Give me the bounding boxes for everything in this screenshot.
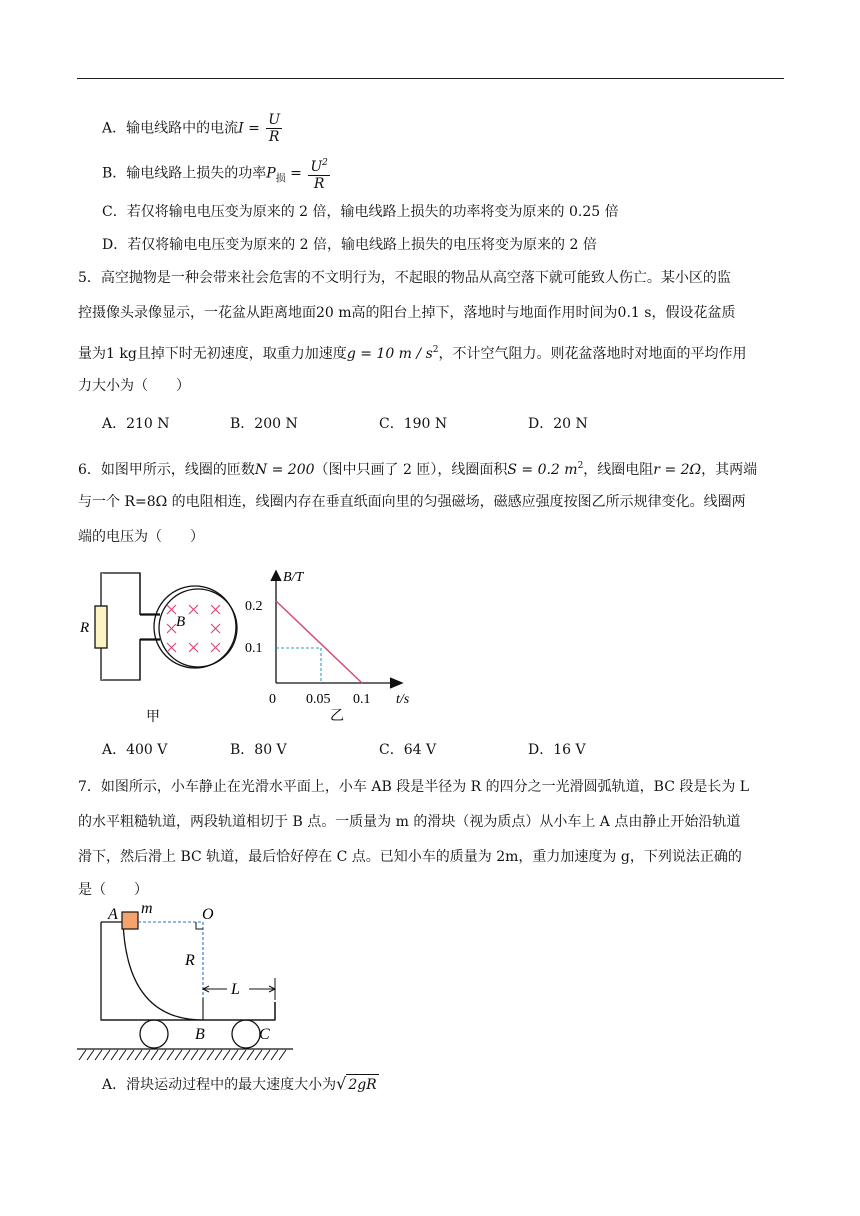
figure-yi — [240, 565, 420, 730]
field-label: B — [176, 614, 186, 630]
resistor-label: R — [80, 620, 90, 636]
y-tick-label: 0.1 — [245, 641, 263, 656]
label-C: C — [259, 1026, 270, 1043]
wheel-right — [232, 1020, 260, 1048]
q7-line-2: 的水平粗糙轨道，两段轨道相切于 B 点。一质量为 m 的滑块（视为质点）从小车上 A 点由静止开始沿轨道 — [78, 814, 741, 830]
label-m: m — [141, 900, 153, 917]
label-L: L — [231, 981, 240, 998]
fraction: $\frac{U^2}{R}$ — [308, 155, 330, 192]
x-axis-label: t/s — [396, 692, 410, 707]
label-R: R — [185, 952, 195, 969]
y-axis-label: B/T — [283, 570, 304, 585]
q5-option-c: C．190 N — [379, 416, 448, 432]
guide-dashes — [276, 648, 321, 683]
magnetic-field-crosses — [167, 605, 220, 652]
q7-option-a: A．滑块运动过程中的最大速度大小为√ 2gR — [102, 1074, 377, 1093]
q7-line-1: 7．如图所示，小车静止在光滑水平面上，小车 AB 段是半径为 R 的四分之一光滑圆弧轨道，BC 段是长为 L — [78, 779, 750, 795]
ground-hatching — [79, 1050, 286, 1060]
x-tick-label: 0.05 — [306, 692, 331, 707]
q6-option-c: C．64 V — [379, 742, 437, 758]
label-O: O — [202, 906, 214, 923]
cart-body — [101, 922, 275, 1020]
label-B: B — [195, 1026, 205, 1043]
label-A: A — [108, 906, 118, 923]
q7-line-4: 是（ ） — [78, 882, 148, 898]
origin-label: 0 — [269, 692, 276, 707]
q7-line-3: 滑下，然后滑上 BC 轨道，最后恰好停在 C 点。已知小车的质量为 2m，重力加速度为 g，下列说法正确的 — [78, 849, 742, 865]
figure-jia — [78, 570, 253, 730]
q6-line-1: 6．如图甲所示，线圈的匝数N = 200（图中只画了 2 匝），线圈面积S = 0.2 $m^2$，线圈电阻r = 2Ω，其两端 — [78, 461, 758, 478]
resistor — [95, 606, 107, 648]
x-tick-label: 0.1 — [353, 692, 371, 707]
q5-line-1: 5．高空抛物是一种会带来社会危害的不文明行为，不起眼的物品从高空落下就可能致人伤亡。某小区的监 — [78, 270, 731, 286]
figure-caption-jia: 甲 — [146, 710, 160, 725]
q4-option-c: C．若仅将输电电压变为原来的 2 倍，输电线路上损失的功率将变为原来的 0.25 倍 — [102, 204, 619, 220]
q5-line-4: 力大小为（ ） — [78, 378, 190, 394]
b-t-line — [276, 601, 362, 683]
x-axis-arrow — [390, 678, 402, 688]
q5-line-3: 量为1 kg且掉下时无初速度，取重力加速度g = 10 m / $s^2$，不计空气阻力。则花盆落地时对地面的平均作用 — [78, 345, 747, 362]
q5-option-d: D．20 N — [528, 416, 588, 432]
q5-option-b: B．200 N — [230, 416, 298, 432]
figure-caption-yi: 乙 — [330, 709, 344, 724]
fraction: $\frac{U}{R}$ — [268, 112, 281, 145]
q4-option-b: B．输电线路上损失的功率$P_损$ = $\frac{U^2}{R}$ — [102, 155, 332, 192]
q5-option-a: A．210 N — [102, 416, 170, 432]
q6-line-2: 与一个 R=8Ω 的电阻相连，线圈内存在垂直纸面向里的匀强磁场，磁感应强度按图乙所示规律变化。线圈两 — [78, 494, 746, 510]
q6-option-a: A．400 V — [102, 742, 168, 758]
q6-option-d: D．16 V — [528, 742, 586, 758]
right-angle-mark — [196, 922, 203, 929]
y-tick-label: 0.2 — [245, 599, 263, 614]
q4-option-a: A．输电线路中的电流I = $\frac{U}{R}$ — [102, 112, 281, 145]
q6-line-3: 端的电压为（ ） — [78, 529, 204, 545]
y-axis-arrow — [271, 571, 281, 581]
q4-option-d: D．若仅将输电电压变为原来的 2 倍，输电线路上损失的电压将变为原来的 2 倍 — [102, 237, 597, 253]
figure-cart — [75, 900, 305, 1065]
wheel-left — [140, 1020, 168, 1048]
header-rule — [77, 78, 784, 79]
slider-block — [122, 912, 138, 929]
q6-option-b: B．80 V — [230, 742, 287, 758]
q5-line-2: 控摄像头录像显示，一花盆从距离地面20 m高的阳台上掉下，落地时与地面作用时间为0.1 s，假设花盆质 — [78, 305, 736, 321]
